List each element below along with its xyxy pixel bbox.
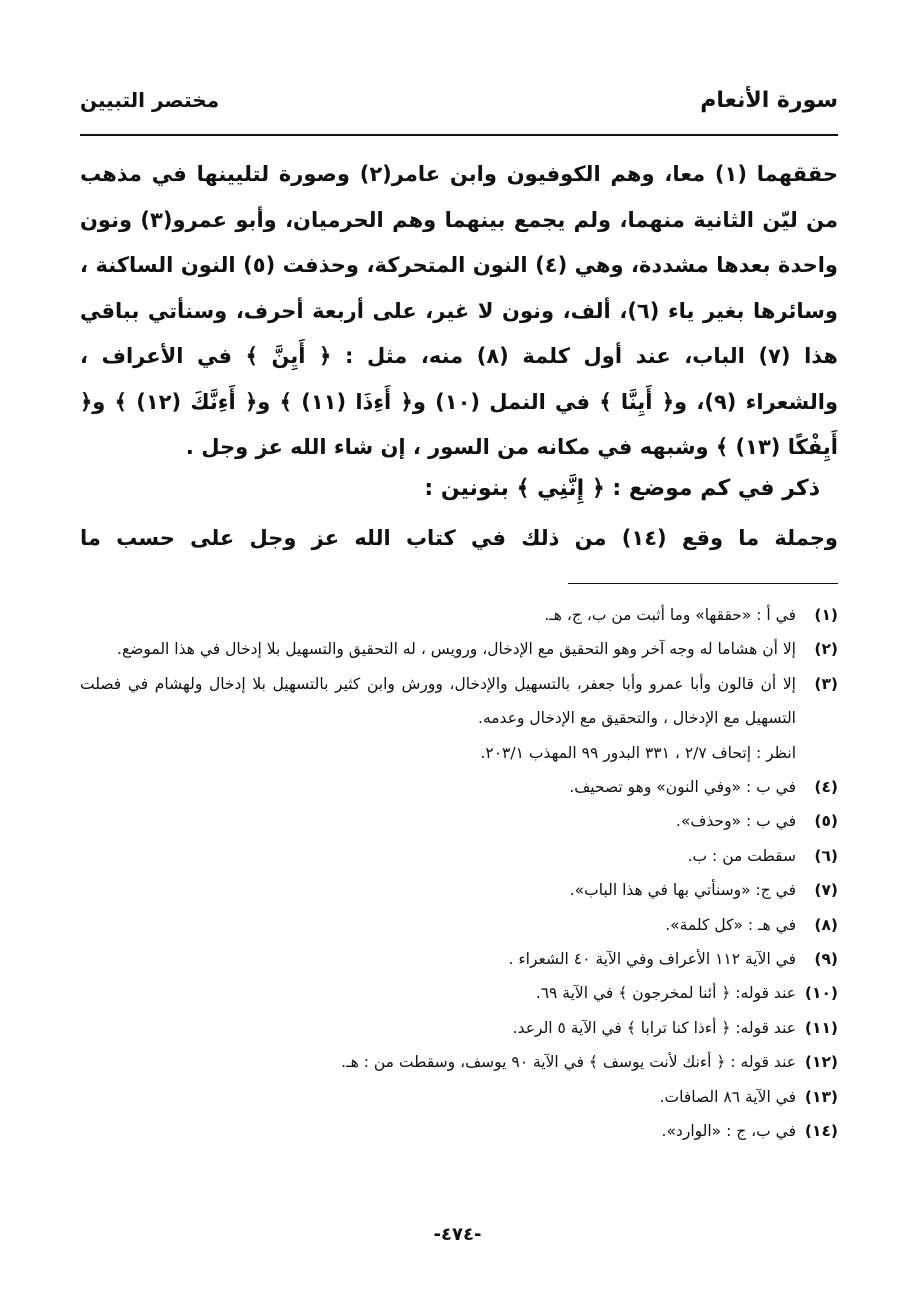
- footnote-number: (٨): [814, 915, 838, 934]
- footnote-number: (٥): [814, 812, 838, 831]
- footnote-text: [80, 908, 796, 942]
- running-header: [80, 88, 838, 122]
- footnote: [80, 770, 838, 804]
- main-paragraph: حققهما (١) معا، وهم الكوفيون وابن عامر(٢) وصورة لتليينها في مذهب من ليّن الثانية منهما، ولم يجمع بينهما وهم الحرميان، وأبو عمرو(٣) ونون واحدة بعدها مشددة، وهي (٤) النون المتحركة، وحذفت (٥) النون الساكنة ، وسائرها بغير ياء (٦)، ألف، ونون لا غير، على أربعة أحرف، وسنأتي بباقي هذا (٧) الباب، عند أول كلمة (٨) منه، مثل : ﴿ أَيِنَّ ﴾ في الأعراف ، والشعراء (٩)، و﴿ أَيِنَّا ﴾ في النمل (١٠) و﴿ أَءِذَا (١١) ﴾ و﴿ أَءِنَّكَ (١٢) ﴾ و﴿ أَيِفْكًا (١٣) ﴾ وشبهه في مكانه من السور ، إن شاء الله عز وجل .: [80, 162, 839, 459]
- footnote-line: إلا أن هشاما له وجه آخر وهو التحقيق مع الإدخال، ورويس ، له التحقيق والتسهيل بلا إدخال في هذا الموضع.: [117, 640, 796, 659]
- footnote-line: في ب، ج : «الوارد».: [661, 1122, 796, 1141]
- footnote-line: سقطت من : ب.: [687, 846, 796, 865]
- footnote-line: عند قوله: ﴿ أئنا لمخرجون ﴾ في الآية ٦٩.: [535, 984, 796, 1003]
- footnote-text: [80, 1114, 796, 1148]
- footnote: [80, 908, 838, 942]
- footnote-number: (١٤): [804, 1122, 838, 1141]
- footnote: [80, 1114, 838, 1148]
- footnote-text: [80, 942, 796, 976]
- footnote: [80, 976, 838, 1010]
- footnote-line: في ب : «وحذف».: [675, 812, 796, 831]
- continuation-line: وجملة ما وقع (١٤) من ذلك في كتاب الله عز وجل على حسب ما: [80, 526, 838, 550]
- main-text: [80, 152, 838, 471]
- footnote-number: (٣): [814, 674, 838, 693]
- section-line: ذكر في كم موضع : ﴿ إِنَّنِي ﴾ بنونين :: [424, 476, 820, 501]
- footnote: [80, 942, 838, 976]
- footnote-line: في ج: «وسنأتي بها في هذا الباب».: [569, 881, 796, 900]
- footnote-text: [80, 598, 796, 632]
- footnote: [80, 804, 838, 838]
- footnote-number: (٧): [814, 881, 838, 900]
- footnote-text: [80, 804, 796, 838]
- footnote-number: (١٢): [804, 1053, 838, 1072]
- footnote-text: [80, 632, 796, 666]
- footnote: [80, 1080, 838, 1114]
- surah-title: سورة الأنعام: [700, 88, 838, 113]
- book-title: مختصر التبيين: [80, 88, 220, 112]
- footnote-number: (٩): [814, 950, 838, 969]
- footnote-line: إلا أن قالون وأبا عمرو وأبا جعفر، بالتسهيل والإدخال، وورش وابن كثير بالتسهيل بلا إدخال ولهشام في فصلت التسهيل مع الإدخال ، والتحقيق مع الإدخال وعدمه.: [80, 674, 796, 728]
- footnote-text: [80, 839, 796, 873]
- footnote-number: (١): [814, 606, 838, 624]
- footnote-text: [80, 873, 796, 907]
- footnote-divider: [568, 583, 838, 584]
- footnote-number: (٢): [814, 640, 838, 659]
- footnote-line: في أ : «حققها» وما أثبت من ب، ج، هـ.: [544, 606, 796, 624]
- footnote: [80, 839, 838, 873]
- footnote-number: (١١): [804, 1018, 838, 1037]
- footnote: [80, 598, 838, 632]
- footnote: [80, 632, 838, 666]
- footnote-text: [80, 1080, 796, 1114]
- footnote: [80, 1045, 838, 1079]
- footnote-text: [80, 976, 796, 1010]
- footnote-line: في الآية ١١٢ الأعراف وفي الآية ٤٠ الشعراء .: [508, 950, 796, 969]
- footnote: [80, 667, 838, 770]
- footnotes: [80, 598, 838, 1149]
- footnote-number: (٦): [814, 846, 838, 865]
- footnote: [80, 1011, 838, 1045]
- footnote-line: عند قوله: ﴿ أءذا كنا ترابا ﴾ في الآية ٥ الرعد.: [512, 1018, 796, 1037]
- footnote-line: في الآية ٨٦ الصافات.: [659, 1087, 796, 1106]
- footnote-text: [80, 770, 796, 804]
- footnote-text: [80, 1011, 796, 1045]
- footnote-number: (١٠): [804, 984, 838, 1003]
- footnote: [80, 873, 838, 907]
- page-number: -٤٧٤-: [433, 1224, 482, 1245]
- footnote-line: في هـ : «كل كلمة».: [665, 915, 796, 934]
- footnote-number: (١٣): [804, 1087, 838, 1106]
- footnote-line: عند قوله : ﴿ أءنك لأنت يوسف ﴾ في الآية ٩٠ يوسف، وسقطت من : هـ.: [341, 1053, 796, 1072]
- footnote-text: [80, 1045, 796, 1079]
- footnote-text: [80, 667, 796, 770]
- footnote-number: (٤): [814, 778, 838, 797]
- footnote-line: في ب : «وفي النون» وهو تصحيف.: [569, 778, 796, 797]
- header-divider: [80, 134, 838, 136]
- footnote-line: انظر : إتحاف ٢/٧ ، ٣٣١ البدور ٩٩ المهذب ٢٠٣/١.: [480, 743, 796, 762]
